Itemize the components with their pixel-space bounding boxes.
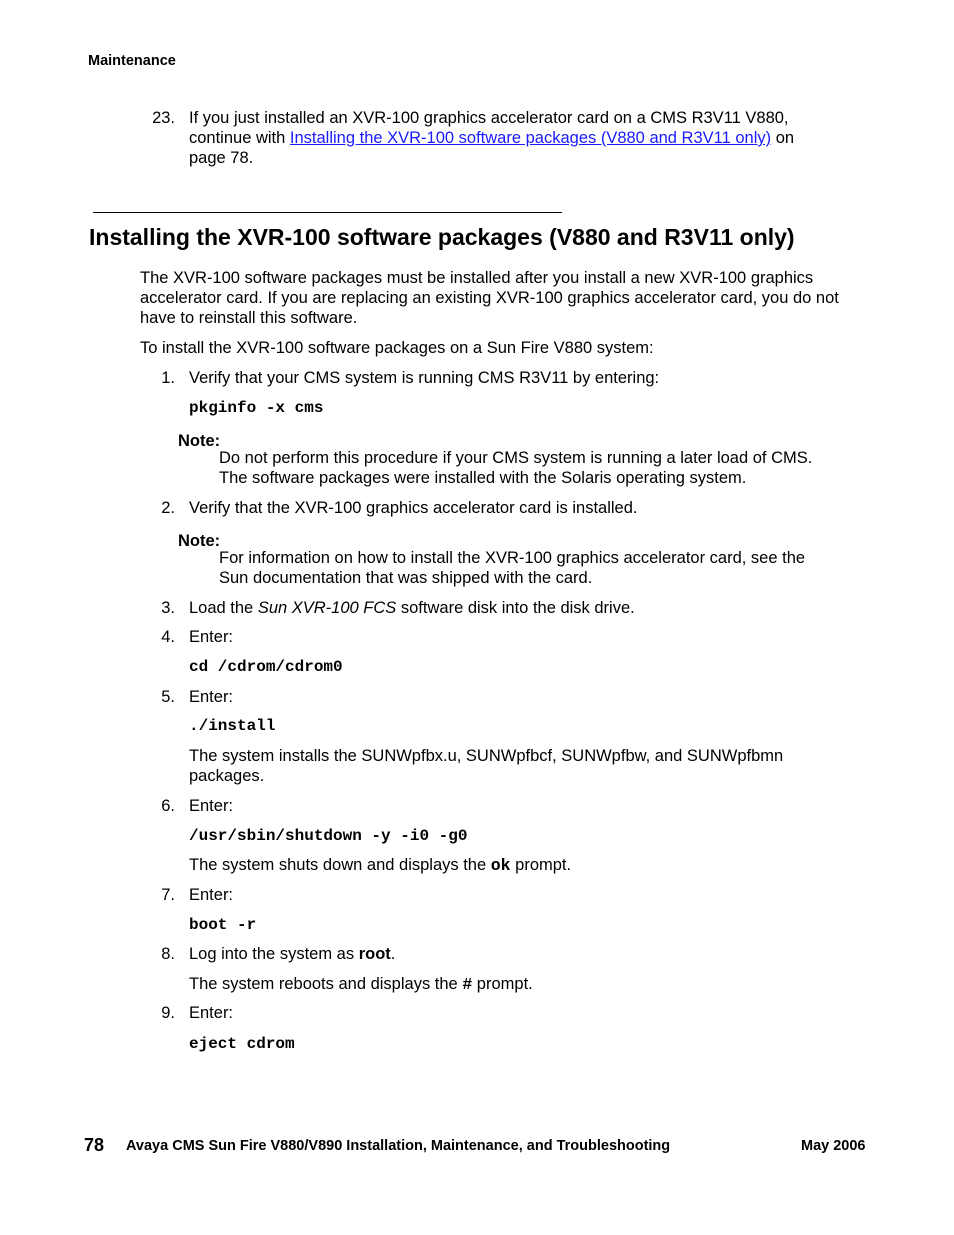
step-result — [189, 974, 533, 995]
step-text: page 78. — [189, 149, 254, 167]
prompt-code: # — [462, 975, 473, 994]
step-text — [189, 598, 635, 618]
step-text: If you just installed an XVR-100 graphics accelerator card on a CMS R3V11 V880, — [189, 109, 789, 127]
result-pre: The system reboots and displays the — [189, 975, 463, 993]
step-number: 1. — [161, 369, 175, 387]
step-text-line — [189, 128, 794, 148]
step-text: Enter: — [189, 886, 234, 904]
step-number: 6. — [161, 797, 175, 815]
note-label: Note: — [178, 432, 221, 450]
step-number: 23. — [152, 109, 175, 127]
step-text-pre: Log into the system as — [189, 945, 359, 963]
step-text-post: on — [771, 129, 795, 147]
command: /usr/sbin/shutdown -y -i0 -g0 — [189, 827, 468, 845]
step-text: Enter: — [189, 688, 234, 706]
command: eject cdrom — [189, 1035, 295, 1053]
user-name: root — [358, 945, 391, 963]
intro-paragraph-line: The XVR-100 software packages must be installed after you install a new XVR-100 graphics — [140, 269, 814, 287]
step-text-post: software disk into the disk drive. — [396, 599, 635, 617]
step-text: Enter: — [189, 628, 234, 646]
step-number: 9. — [161, 1004, 175, 1022]
footer-title: Avaya CMS Sun Fire V880/V890 Installation, Maintenance, and Troubleshooting — [126, 1138, 671, 1154]
page-number: 78 — [84, 1135, 105, 1155]
note-text: The software packages were installed with the Solaris operating system. — [219, 469, 747, 487]
command: boot -r — [189, 916, 257, 934]
step-number: 7. — [161, 886, 175, 904]
step-text-pre: continue with — [189, 129, 290, 147]
step-number: 2. — [161, 499, 175, 517]
result-pre: The system shuts down and displays the — [189, 856, 491, 874]
step-result — [189, 855, 571, 876]
note-text: Sun documentation that was shipped with the card. — [219, 569, 593, 587]
intro-paragraph-line: accelerator card. If you are replacing an existing XVR-100 graphics accelerator card, you do not — [140, 289, 839, 307]
note-text: For information on how to install the XVR-100 graphics accelerator card, see the — [219, 549, 806, 567]
step-text-pre: Load the — [189, 599, 258, 617]
note-text: Do not perform this procedure if your CMS system is running a later load of CMS. — [219, 449, 813, 467]
step-number: 5. — [161, 688, 175, 706]
cross-reference-link[interactable]: Installing the XVR-100 software packages (V880 and R3V11 only) — [289, 129, 772, 147]
result-post: prompt. — [472, 975, 533, 993]
step-result: The system installs the SUNWpfbx.u, SUNWpfbcf, SUNWpfbw, and SUNWpfbmn — [189, 747, 784, 765]
step-text — [189, 944, 395, 964]
heading-rule — [93, 212, 562, 213]
prompt-code: ok — [490, 856, 511, 875]
command: cd /cdrom/cdrom0 — [189, 658, 343, 676]
step-number: 4. — [161, 628, 175, 646]
command: ./install — [189, 717, 276, 735]
command: pkginfo -x cms — [189, 399, 324, 417]
intro-paragraph-line: have to reinstall this software. — [140, 309, 358, 327]
result-post: prompt. — [510, 856, 572, 874]
footer-date: May 2006 — [801, 1138, 866, 1154]
step-number: 3. — [161, 599, 175, 617]
step-text: Verify that your CMS system is running CMS R3V11 by entering: — [189, 369, 660, 387]
step-text: Enter: — [189, 797, 234, 815]
step-text-post: . — [390, 945, 396, 963]
running-header: Maintenance — [88, 53, 176, 69]
step-text: Enter: — [189, 1004, 234, 1022]
step-number: 8. — [161, 945, 175, 963]
procedure-lead: To install the XVR-100 software packages on a Sun Fire V880 system: — [140, 339, 654, 357]
step-result: packages. — [189, 767, 265, 785]
media-title: Sun XVR-100 FCS — [257, 599, 397, 617]
step-text: Verify that the XVR-100 graphics accelerator card is installed. — [189, 499, 638, 517]
section-heading: Installing the XVR-100 software packages (V880 and R3V11 only) — [89, 224, 795, 250]
note-label: Note: — [178, 532, 221, 550]
